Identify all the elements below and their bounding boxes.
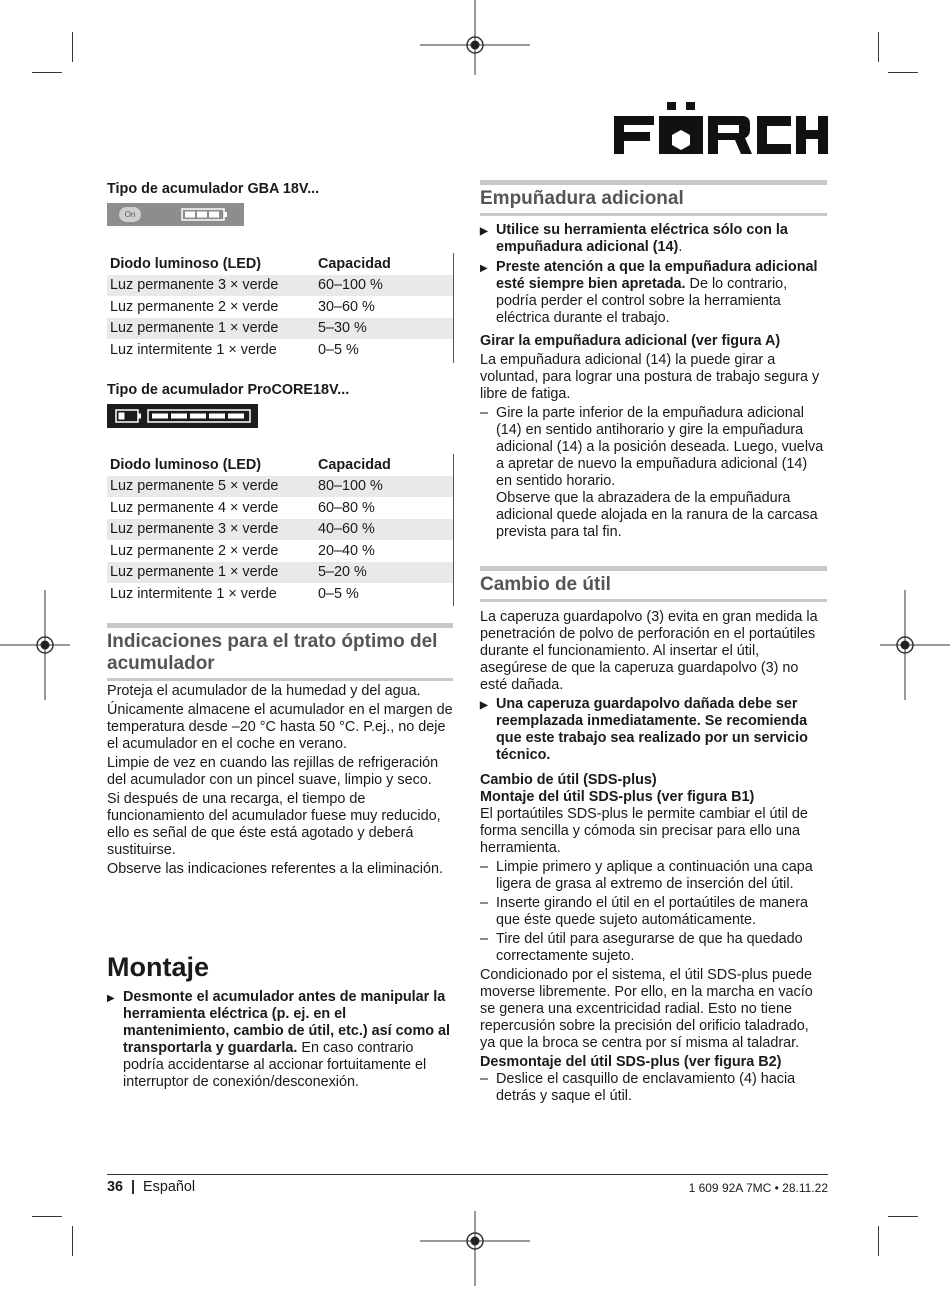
table-row [107,562,453,584]
dash-item: – Inserte girando el útil en el portaútiles de manera que éste quede sujeto automáticamente. [480,895,827,929]
table-cell: Luz intermitente 1 × verde [110,341,277,358]
procore-battery-title: Tipo de acumulador ProCORE18V... [107,382,350,398]
paragraph: La caperuza guardapolvo (3) evita en gran medida la penetración de polvo de perforación en el portaútiles durante el funcionamiento. Al insertar el útil, asegúrese de que la caperuza guardapolvo (3) no esté dañada. [480,609,818,693]
table-cell: 0–5 % [318,341,359,358]
paragraph: Condicionado por el sistema, el útil SDS-plus puede moverse libremente. Por ello, en la marcha en vacío se genera una excentricidad radial. Esto no tiene repercusión sobre la precisión del orificio taladrado, ya que la broca se centra por sí misma al taladrar. [480,967,813,1051]
registration-mark-icon [420,0,530,90]
tool-change-section [480,609,827,1105]
subheading-rotate-handle: Girar la empuñadura adicional (ver figura A) [480,333,781,349]
table-cell: 60–100 % [315,275,453,297]
table-cell: Luz permanente 4 × verde [110,499,279,516]
led-table-procore [107,454,453,605]
bullet-text-end: . [678,239,683,255]
table-cell: 30–60 % [318,298,375,315]
gba-battery-title: Tipo de acumulador GBA 18V... [107,181,320,197]
registration-mark-icon [880,590,950,700]
led-table-gba [107,253,453,361]
table-cell: Luz permanente 1 × verde [107,562,315,584]
table-row [107,583,453,605]
bullet-bold-text: Preste atención a que la empuñadura adicional esté siempre bien apretada. [496,259,818,292]
crop-mark [72,1226,73,1256]
montaje-title: Montaje [107,952,210,982]
column-rule [453,454,454,606]
dash-item: – Gire la parte inferior de la empuñadura adicional (14) en sentido antihorario y gire la empuñadura adicional (14) a la posición deseada. Luego, vuelva a apretar de nuevo la empuñadura adicional (14) en sentido horario. [480,405,827,490]
document-code: 1 609 92A 7MC • 28.11.22 [688,1181,828,1195]
section-heading-tool-change: Cambio de útil [480,566,827,602]
procore-battery-indicator [107,404,258,428]
bullet-item [480,222,827,256]
paragraph: Únicamente almacene el acumulador en el margen de temperatura desde –20 °C hasta 50 °C. P.ej., no deje el acumulador en el coche en verano. [107,702,453,752]
table-row [107,476,453,498]
table-header-cell: Capacidad [318,255,391,272]
dash-item: – Tire del útil para asegurarse de que ha quedado correctamente sujeto. [480,931,827,965]
footer-left [107,1179,195,1196]
dash-item: – Deslice el casquillo de enclavamiento (4) hacia detrás y saque el útil. [480,1071,827,1105]
table-cell: 0–5 % [318,585,359,602]
table-cell: 5–20 % [315,562,453,584]
table-cell: Luz permanente 2 × verde [110,298,279,315]
montaje-warning [107,989,453,1091]
bullet-text: Utilice su herramienta eléctrica sólo con la empuñadura adicional (14) [496,222,788,255]
crop-mark [888,1216,918,1217]
battery-icon [115,409,143,423]
table-header-row [107,454,453,476]
paragraph: Observe las indicaciones referentes a la eliminación. [107,861,443,877]
registration-mark-icon [420,1196,530,1286]
footer-separator: | [131,1179,136,1195]
registration-mark-icon [0,590,70,700]
table-cell: Luz permanente 3 × verde [107,275,315,297]
table-cell: Luz permanente 1 × verde [107,318,315,340]
subheading-sds-removal: Desmontaje del útil SDS-plus (ver figura B2) [480,1054,782,1070]
table-row [107,318,453,340]
bullet-text: De lo contrario, podría perder el control sobre la herramienta eléctrica durante el trabajo. [496,276,788,326]
crop-mark [888,72,918,73]
table-cell: Luz permanente 2 × verde [110,542,279,559]
page-number: 36 [107,1179,124,1195]
footer-rule [107,1174,828,1175]
crop-mark [32,72,62,73]
table-row [107,275,453,297]
bullet-item: ▶ Una caperuza guardapolvo dañada debe ser reemplazada inmediatamente. Se recomienda que este trabajo sea realizado por un servicio técnico. [480,696,827,764]
auxiliary-handle-section [480,222,827,541]
table-header-cell: Diodo luminoso (LED) [110,255,262,272]
column-rule [453,253,454,363]
table-cell: 20–40 % [318,542,375,559]
gba-battery-indicator [107,203,244,226]
table-cell: 80–100 % [315,476,453,498]
section-heading-auxiliary-handle: Empuñadura adicional [480,180,827,216]
section-heading-battery-care: Indicaciones para el trato óptimo del acumulador [107,623,453,681]
paragraph: El portaútiles SDS-plus le permite cambiar el útil de forma sencilla y cómoda sin precisar para ello una herramienta. [480,806,808,856]
note-text: Observe que la abrazadera de la empuñadura adicional quede alojada en la ranura de la carcasa prevista para tal fin. [496,490,818,540]
paragraph: Limpie de vez en cuando las rejillas de refrigeración del acumulador con un pincel suave, limpio y seco. [107,755,439,788]
paragraph: Proteja el acumulador de la humedad y del agua. [107,683,421,699]
bullet-item [480,259,827,327]
table-row [107,296,453,318]
table-row [107,497,453,519]
table-header-cell: Capacidad [318,456,391,473]
crop-mark [72,32,73,62]
table-header-cell: Diodo luminoso (LED) [110,456,262,473]
table-row [107,519,453,541]
subheading-sds-mounting: Montaje del útil SDS-plus (ver figura B1) [480,789,755,805]
battery-level-icon [181,208,229,221]
table-cell: Luz permanente 5 × verde [107,476,315,498]
on-button-icon: On [119,207,141,222]
crop-mark [32,1216,62,1217]
table-row [107,540,453,562]
crop-mark [878,1226,879,1256]
table-cell: Luz permanente 3 × verde [107,519,315,541]
table-header-row [107,253,453,275]
footer-language: Español [143,1179,196,1195]
table-cell: 60–80 % [318,499,375,516]
table-cell: 40–60 % [315,519,453,541]
warning-bold-text: Desmonte el acumulador antes de manipular la herramienta eléctrica (p. ej. en el mantenimiento, cambio de útil, etc.) así como al transportarla y guardarla. [123,989,451,1056]
subheading-sds: Cambio de útil (SDS-plus) [480,772,657,788]
brand-logo [612,100,828,156]
battery-care-text [107,683,453,878]
paragraph: La empuñadura adicional (14) la puede girar a voluntad, para lograr una postura de trabajo segura y libre de fatiga. [480,352,820,402]
table-cell: Luz intermitente 1 × verde [110,585,277,602]
battery-level-icon [147,409,251,423]
dash-item: – Limpie primero y aplique a continuación una capa ligera de grasa al extremo de inserción del útil. [480,859,827,893]
table-cell: 5–30 % [315,318,453,340]
warning-text: En caso contrario podría accidentarse al accionar fortuitamente el interruptor de conexión/desconexión. [123,1040,427,1090]
table-row [107,339,453,361]
paragraph: Si después de una recarga, el tiempo de funcionamiento del acumulador fuese muy reducido, ello es señal de que éste está agotado y deberá sustituirse. [107,791,441,858]
crop-mark [878,32,879,62]
